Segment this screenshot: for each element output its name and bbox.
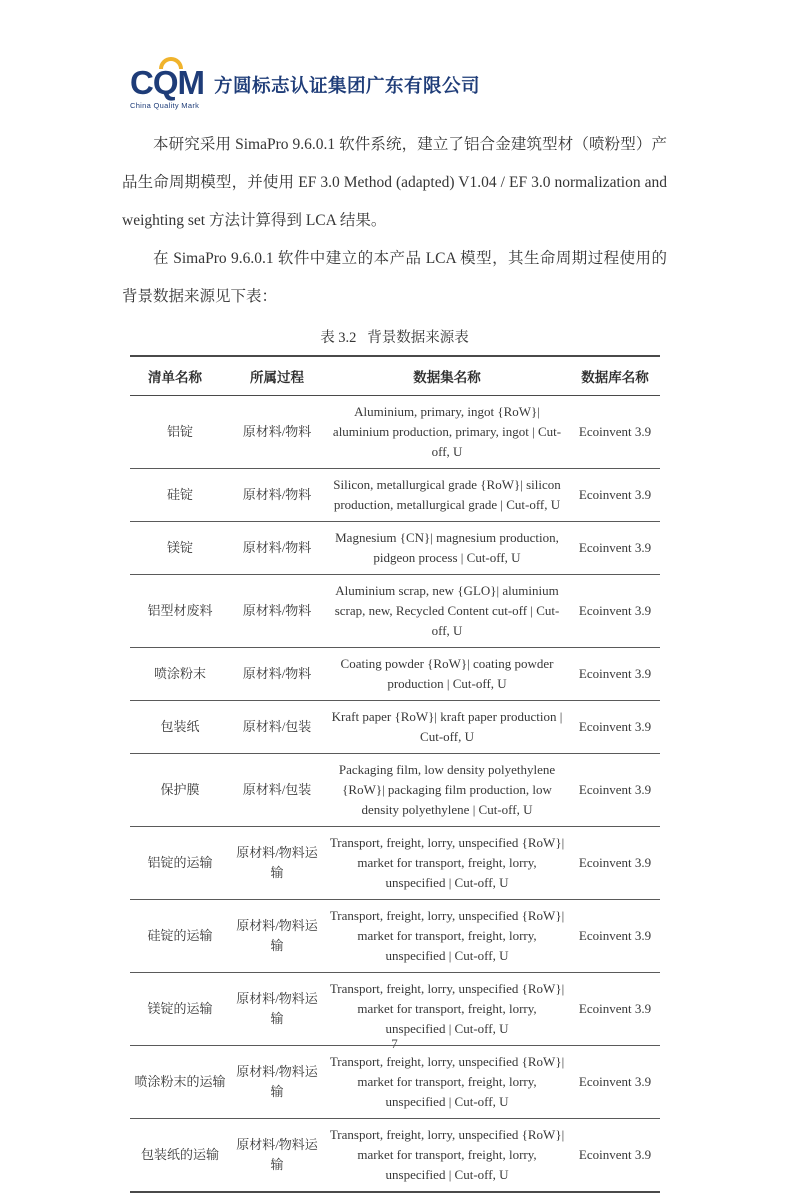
cell-database: Ecoinvent 3.9: [570, 1046, 660, 1119]
cell-process: 原材料/物料运输: [230, 827, 324, 900]
cell-dataset: Kraft paper {RoW}| kraft paper production | Cut-off, U: [324, 701, 570, 754]
cell-dataset: Aluminium, primary, ingot {RoW}| aluminium production, primary, ingot | Cut-off, U: [324, 396, 570, 469]
header-dataset-name: 数据集名称: [324, 356, 570, 396]
logo-header: [130, 66, 480, 110]
cell-dataset: Transport, freight, lorry, unspecified {RoW}| market for transport, freight, lorry, unspecified | Cut-off, U: [329, 1127, 565, 1182]
table-row: [130, 648, 660, 701]
table-header-row: [130, 356, 660, 396]
cell-process: 原材料/物料运输: [230, 1046, 324, 1119]
cell-database: Ecoinvent 3.9: [570, 973, 660, 1046]
cell-database: Ecoinvent 3.9: [570, 396, 660, 469]
cell-item: 铝锭的运输: [130, 827, 230, 900]
cell-item: 铝型材废料: [130, 575, 230, 648]
cell-database: Ecoinvent 3.9: [570, 648, 660, 701]
cell-process: 原材料/物料: [230, 575, 324, 648]
cell-database: Ecoinvent 3.9: [570, 522, 660, 575]
paragraph-methodology: 本研究采用 SimaPro 9.6.0.1 软件系统，建立了铝合金建筑型材（喷粉型）产品生命周期模型，并使用 EF 3.0 Method (adapted) V1.04 / EF 3.0 normalization and weighting set 方法计算得到 LCA 结果。: [122, 136, 667, 229]
logo-tagline: China Quality Mark: [130, 101, 200, 110]
cell-dataset: Transport, freight, lorry, unspecified {RoW}| market for transport, freight, lorry, unspecified | Cut-off, U: [324, 1046, 570, 1119]
page-footer: [122, 1036, 667, 1052]
table-row: [130, 1046, 660, 1119]
cell-process: 原材料/物料运输: [230, 900, 324, 973]
cell-item: 镁锭: [130, 522, 230, 575]
paragraph-background-data: 在 SimaPro 9.6.0.1 软件中建立的本产品 LCA 模型，其生命周期过程使用的背景数据来源见下表：: [122, 250, 667, 305]
cell-process: 原材料/物料: [230, 522, 324, 575]
logo-arc-icon: [159, 57, 183, 69]
cell-dataset: Aluminium scrap, new {GLO}| aluminium scrap, new, Recycled Content cut-off | Cut-off, U: [324, 575, 570, 648]
cell-dataset: Packaging film, low density polyethylene {RoW}| packaging film production, low density polyethylene | Cut-off, U: [324, 754, 570, 827]
cell-item: 镁锭的运输: [130, 973, 230, 1046]
cell-item: 喷涂粉末的运输: [130, 1046, 230, 1119]
table-row: [130, 754, 660, 827]
cell-process: 原材料/包装: [230, 754, 324, 827]
cell-database: Ecoinvent 3.9: [570, 469, 660, 522]
cell-item: 包装纸: [130, 701, 230, 754]
cqm-logo: [130, 66, 204, 110]
cell-process: 原材料/包装: [230, 701, 324, 754]
logo-acronym: CQM: [130, 64, 204, 101]
background-data-source-table: [130, 355, 660, 1193]
cell-dataset: Silicon, metallurgical grade {RoW}| silicon production, metallurgical grade | Cut-off, U: [324, 469, 570, 522]
cell-dataset: Magnesium {CN}| magnesium production, pidgeon process | Cut-off, U: [324, 522, 570, 575]
cell-database: Ecoinvent 3.9: [570, 575, 660, 648]
table-row: [130, 396, 660, 469]
table-row: [130, 973, 660, 1046]
cell-item: 硅锭的运输: [130, 900, 230, 973]
table-body: [130, 396, 660, 1193]
cell-item: 铝锭: [130, 396, 230, 469]
header-item-name: 清单名称: [130, 356, 230, 396]
header-database-name: 数据库名称: [570, 356, 660, 396]
cell-process: 原材料/物料运输: [236, 1137, 318, 1172]
cell-item: 包装纸的运输: [140, 1147, 219, 1162]
cell-process: 原材料/物料运输: [230, 973, 324, 1046]
table-row: [130, 469, 660, 522]
logo-company-name: 方圆标志认证集团广东有限公司: [214, 75, 481, 96]
cell-item: 喷涂粉末: [130, 648, 230, 701]
cell-dataset: Transport, freight, lorry, unspecified {RoW}| market for transport, freight, lorry, unspecified | Cut-off, U: [324, 973, 570, 1046]
table-row: [130, 522, 660, 575]
cell-database: Ecoinvent 3.9: [570, 900, 660, 973]
cell-dataset: Transport, freight, lorry, unspecified {RoW}| market for transport, freight, lorry, unspecified | Cut-off, U: [324, 827, 570, 900]
document-content: [122, 126, 667, 1193]
cell-database: Ecoinvent 3.9: [570, 701, 660, 754]
cell-database: Ecoinvent 3.9: [578, 1147, 652, 1162]
cell-dataset: Transport, freight, lorry, unspecified {RoW}| market for transport, freight, lorry, unspecified | Cut-off, U: [324, 900, 570, 973]
cell-database: Ecoinvent 3.9: [570, 754, 660, 827]
cell-item: 硅锭: [130, 469, 230, 522]
cell-process: 原材料/物料: [230, 648, 324, 701]
cell-item: 保护膜: [130, 754, 230, 827]
cell-process: 原材料/物料: [230, 396, 324, 469]
header-process: 所属过程: [230, 356, 324, 396]
cell-dataset: Coating powder {RoW}| coating powder production | Cut-off, U: [324, 648, 570, 701]
table-row: [130, 701, 660, 754]
table-row: [130, 575, 660, 648]
table-row: [130, 1119, 660, 1193]
cell-database: Ecoinvent 3.9: [570, 827, 660, 900]
table-caption: 表 3.2 背景数据来源表: [320, 330, 469, 346]
table-row: [130, 900, 660, 973]
table-row: [130, 827, 660, 900]
cell-process: 原材料/物料: [230, 469, 324, 522]
page-number: 7: [391, 1036, 398, 1051]
